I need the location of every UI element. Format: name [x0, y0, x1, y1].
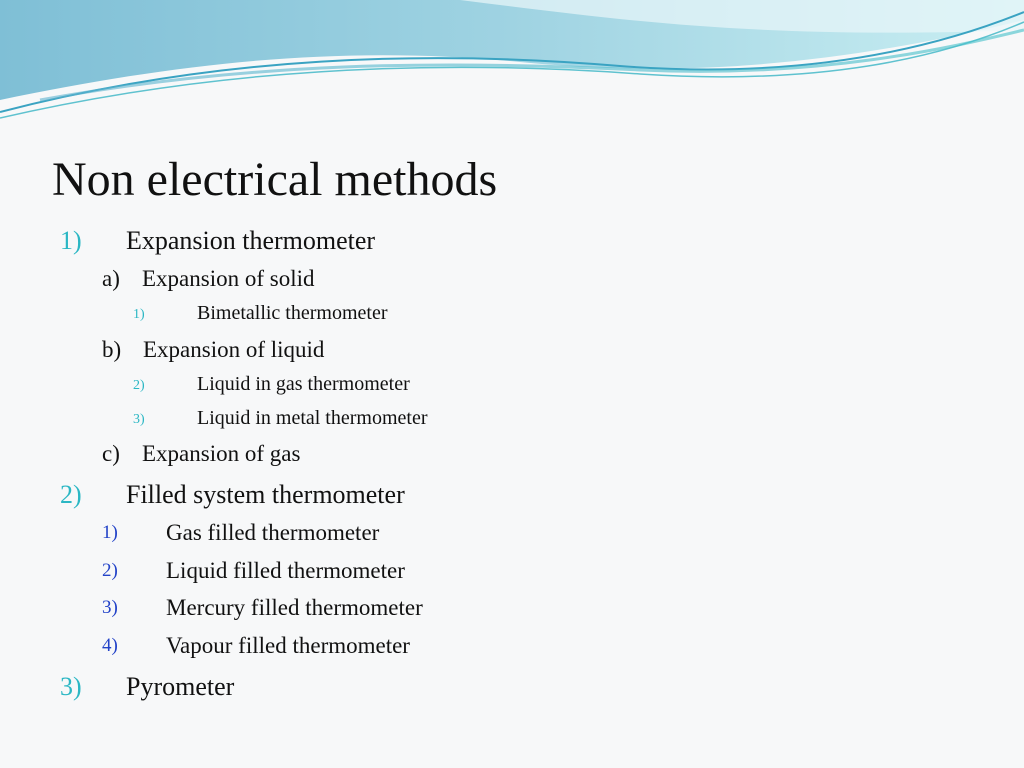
list-number: 3) [102, 597, 118, 618]
list-text: Pyrometer [126, 672, 235, 701]
list-text: Liquid filled thermometer [166, 558, 405, 583]
list-letter: c) [102, 441, 120, 466]
list-number: 4) [102, 635, 118, 656]
list-number: 2) [102, 560, 118, 581]
list-text: Expansion of gas [142, 441, 301, 466]
list-number: 3) [133, 412, 145, 427]
list-number: 1) [60, 226, 82, 255]
list-number: 2) [133, 378, 145, 393]
list-letter: a) [102, 266, 120, 291]
list-text: Liquid in gas thermometer [197, 373, 410, 395]
list-number: 1) [133, 307, 145, 322]
list-number: 2) [60, 480, 82, 509]
list-number: 1) [102, 522, 118, 543]
list-text: Bimetallic thermometer [197, 302, 388, 324]
list-text: Expansion of liquid [143, 337, 325, 362]
list-text: Vapour filled thermometer [166, 633, 410, 658]
list-text: Filled system thermometer [126, 480, 405, 509]
list-text: Mercury filled thermometer [166, 595, 423, 620]
list-number: 3) [60, 672, 82, 701]
wave-banner [0, 0, 1024, 130]
list-text: Gas filled thermometer [166, 520, 380, 545]
list-text: Expansion of solid [142, 266, 315, 291]
list-text: Liquid in metal thermometer [197, 407, 428, 429]
list-text: Expansion thermometer [126, 226, 376, 255]
slide-title: Non electrical methods [52, 153, 498, 206]
list-letter: b) [102, 337, 122, 362]
